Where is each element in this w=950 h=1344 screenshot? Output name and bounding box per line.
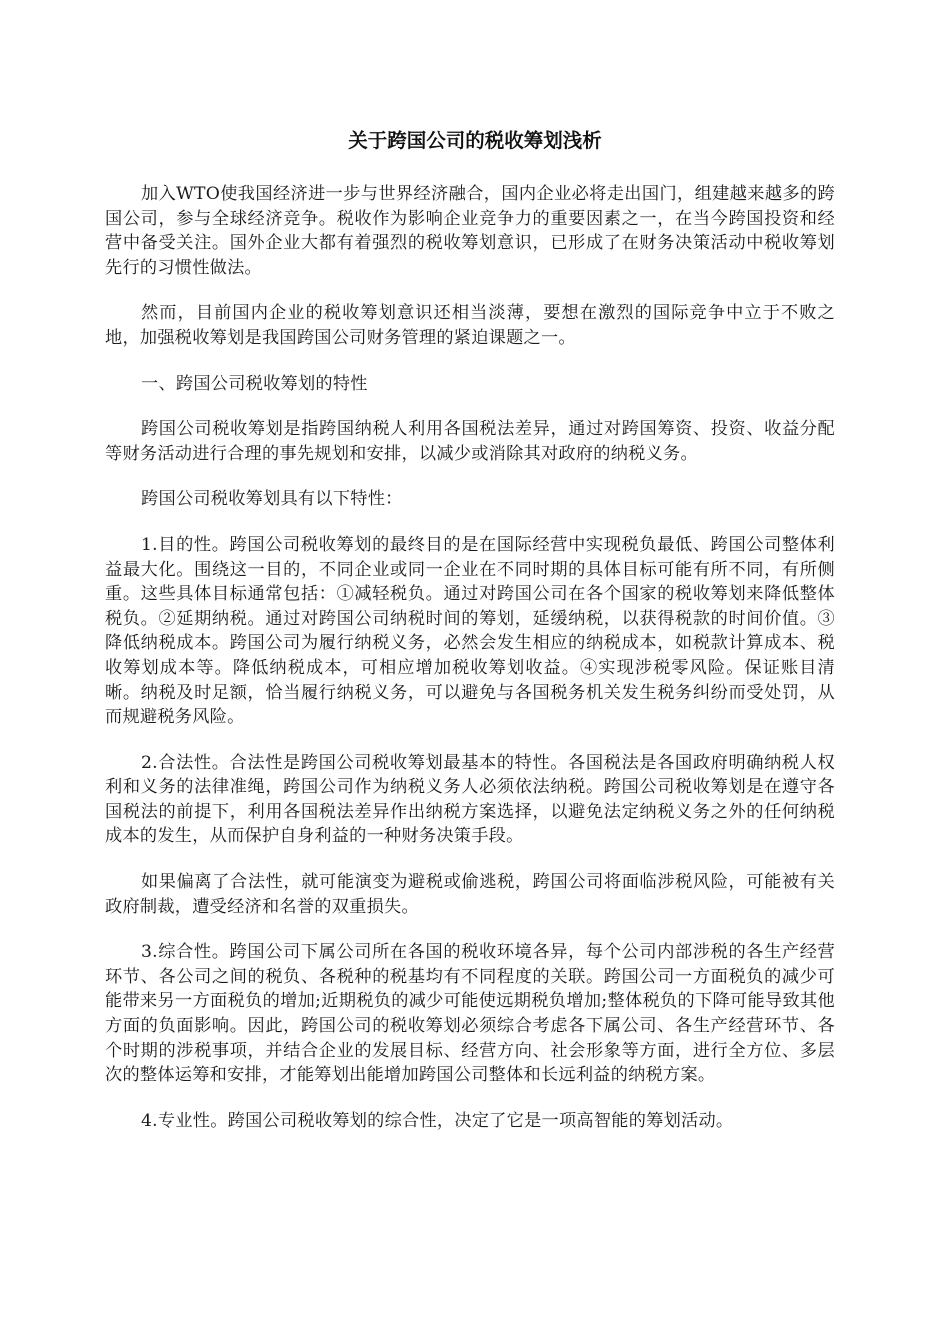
document-body <box>105 182 835 1154</box>
paragraph-legality-risk: 如果偏离了合法性，就可能演变为避税或偷逃税，跨国公司将面临涉税风险，可能被有关政府制裁，遭受经济和名誉的双重损失。 <box>105 872 835 917</box>
paragraph-comprehensiveness: 3.综合性。跨国公司下属公司所在各国的税收环境各异，每个公司内部涉税的各生产经营环节、各公司之间的税负、各税种的税基均有不同程度的关联。跨国公司一方面税负的减少可能带来另一方面税负的增加;近期税负的减少可能使远期税负增加;整体税负的下降可能导致其他方面的负面影响。因此，跨国公司的税收筹划必须综合考虑各下属公司、各生产经营环节、各个时期的涉税事项，并结合企业的发展目标、经营方向、社会形象等方面，进行全方位、多层次的整体运筹和安排，才能筹划出能增加跨国公司整体和长远利益的纳税方案。 <box>105 942 835 1086</box>
paragraph-intro: 加入WTO使我国经济进一步与世界经济融合，国内企业必将走出国门，组建越来越多的跨国公司，参与全球经济竞争。税收作为影响企业竞争力的重要因素之一，在当今跨国投资和经营中备受关注。国外企业大都有着强烈的税收筹划意识，已形成了在财务决策活动中税收筹划先行的习惯性做法。 <box>105 184 835 278</box>
paragraph-professionalism: 4.专业性。跨国公司税收筹划的综合性，决定了它是一项高智能的筹划活动。 <box>141 1110 734 1131</box>
paragraph-purposiveness: 1.目的性。跨国公司税收筹划的最终目的是在国际经营中实现税负最低、跨国公司整体利益最大化。围绕这一目的，不同企业或同一企业在不同时期的具体目标可能有所不同，有所侧重。这些具体目标通常包括：①减轻税负。通过对跨国公司在各个国家的税收筹划来降低整体税负。②延期纳税。通过对跨国公司纳税时间的筹划，延缓纳税，以获得税款的时间价值。③降低纳税成本。跨国公司为履行纳税义务，必然会发生相应的纳税成本，如税款计算成本、税收筹划成本等。降低纳税成本，可相应增加税收筹划收益。④实现涉税零风险。保证账目清晰。纳税及时足额，恰当履行纳税义务，可以避免与各国税务机关发生税务纠纷而受处罚，从而规避税务风险。 <box>105 534 835 728</box>
paragraph-urgency: 然而，目前国内企业的税收筹划意识还相当淡薄，要想在激烈的国际竞争中立于不败之地，加强税收筹划是我国跨国公司财务管理的紧迫课题之一。 <box>105 303 835 348</box>
paragraph-legality: 2.合法性。合法性是跨国公司税收筹划最基本的特性。各国税法是各国政府明确纳税人权利和义务的法律准绳，跨国公司作为纳税义务人必须依法纳税。跨国公司税收筹划是在遵守各国税法的前提下，利用各国税法差异作出纳税方案选择，以避免法定纳税义务之外的任何纳税成本的发生，从而保护自身利益的一种财务决策手段。 <box>105 752 835 847</box>
paragraph-definition: 跨国公司税收筹划是指跨国纳税人利用各国税法差异，通过对跨国筹资、投资、收益分配等财务活动进行合理的事先规划和安排，以减少或消除其对政府的纳税义务。 <box>105 419 835 464</box>
section-heading-characteristics: 一、跨国公司税收筹划的特性 <box>141 373 368 394</box>
paragraph-characteristics-intro: 跨国公司税收筹划具有以下特性： <box>141 489 403 510</box>
document-title: 关于跨国公司的税收筹划浅析 <box>348 129 602 152</box>
